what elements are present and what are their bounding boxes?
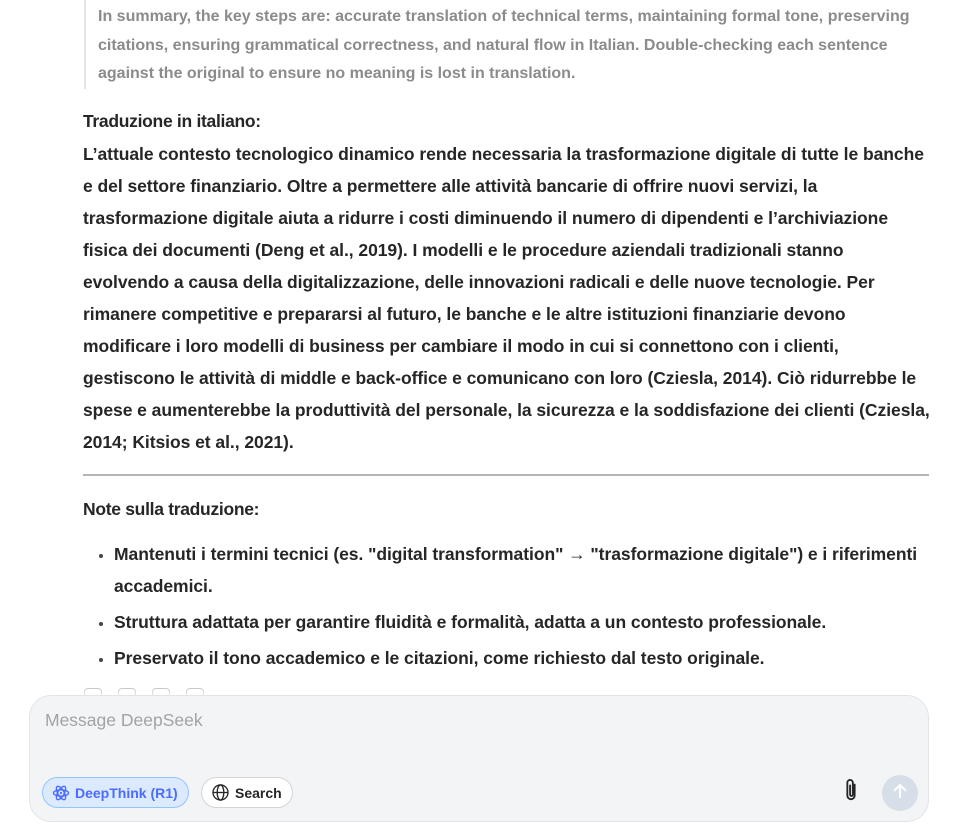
arrow-up-icon	[891, 782, 909, 805]
deepthink-label: DeepThink (R1)	[75, 784, 178, 801]
send-button[interactable]	[882, 775, 918, 811]
translation-text: L’attuale contesto tecnologico dinamico rende necessaria la trasformazione digitale di tutte le banche e del settore finanziario. Oltre a permettere alle attività bancarie di offrire nuovi servizi, la trasformazione digitale aiuta a ridurre i costi diminuendo il numero di dipendenti e l’archiviazione fisica dei documenti (Deng et al., 2019). I modelli e le procedure aziendali tradizionali stanno evolvendo a causa della digitalizzazione, delle innovazioni radicali e delle nuove tecnologie. Per rimanere competitive e prepararsi al futuro, le banche e le altre istituzioni finanziarie devono modificare i loro modelli di business per cambiare il modo in cui si connettono con i clienti, gestiscono le attività di middle e back-office e comunicano con loro (Cziesla, 2014). Ciò ridurrebbe le spese e aumenterebbe la produttività del personale, la sicurezza e la soddisfazione dei clienti (Cziesla, 2014; Kitsios et al., 2021).	[83, 144, 930, 452]
list-item: • Preservato il tono accademico e le citazioni, come richiesto dal testo originale.	[114, 642, 933, 674]
translation-heading: Traduzione in italiano:	[83, 111, 261, 131]
assistant-response	[83, 106, 933, 678]
search-label: Search	[235, 784, 282, 801]
thinking-summary: In summary, the key steps are: accurate translation of technical terms, maintaining formal tone, preserving citations, ensuring grammatical correctness, and natural flow in Italian. Double-checking each sentence against the original to ensure no meaning is lost in translation.	[98, 8, 910, 82]
message-composer	[29, 695, 929, 822]
divider	[83, 474, 929, 476]
search-toggle-button[interactable]	[201, 777, 293, 808]
notes-list	[83, 538, 933, 674]
list-item: • Struttura adattata per garantire fluidità e formalità, adatta a un contesto professionale.	[114, 606, 933, 638]
paperclip-icon	[840, 777, 862, 808]
notes-heading: Note sulla traduzione:	[83, 499, 260, 519]
globe-icon	[211, 783, 230, 802]
thinking-block	[84, 0, 924, 89]
message-input[interactable]	[45, 710, 805, 731]
atom-icon	[52, 784, 70, 802]
deepthink-toggle-button[interactable]	[42, 777, 189, 808]
list-item: • Mantenuti i termini tecnici (es. "digital transformation" → "trasformazione digitale") e i riferimenti accademici.	[114, 538, 933, 602]
attach-button[interactable]	[837, 778, 865, 806]
